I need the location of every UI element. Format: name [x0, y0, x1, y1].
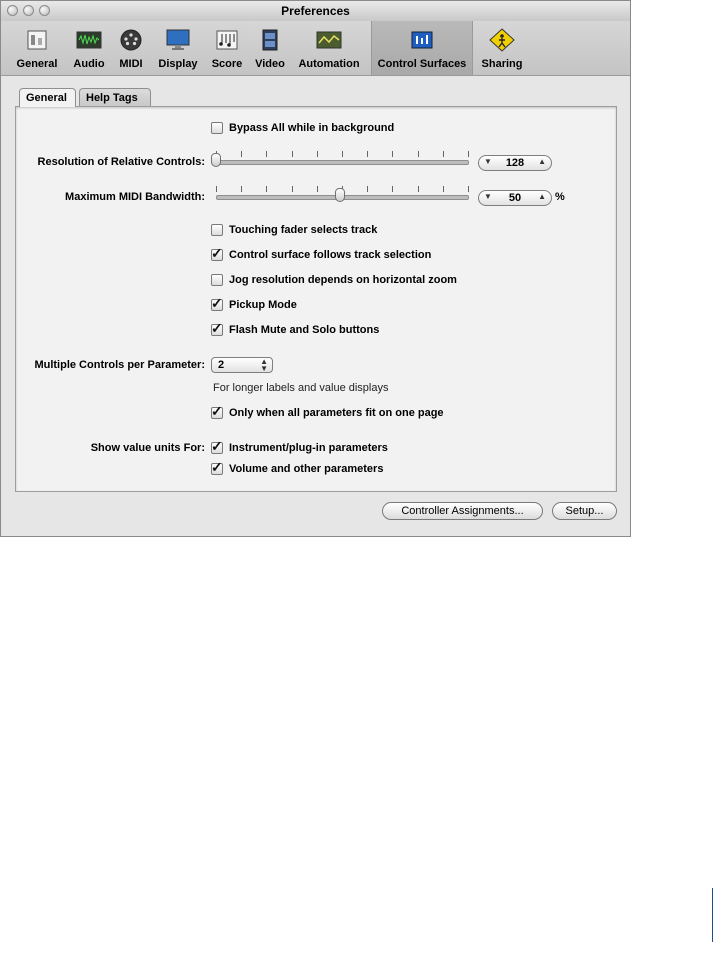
volume-params-label: Volume and other parameters [229, 463, 384, 475]
multiple-controls-popup[interactable] [211, 357, 273, 373]
sharing-icon [489, 28, 515, 52]
updown-arrows-icon: ▲ ▼ [260, 357, 268, 373]
resolution-value: 128 [505, 157, 525, 169]
slider-tick [443, 186, 444, 192]
resolution-slider[interactable] [216, 151, 469, 171]
bypass-checkbox[interactable] [211, 122, 223, 134]
title-bar [1, 1, 630, 22]
bandwidth-unit: % [555, 191, 565, 203]
pickup-mode-label: Pickup Mode [229, 299, 297, 311]
jog-resolution-label: Jog resolution depends on horizontal zoom [229, 274, 457, 286]
bandwidth-stepper[interactable] [478, 190, 552, 206]
touching-fader-checkbox[interactable] [211, 224, 223, 236]
checkmark-icon: ✓ [211, 295, 223, 311]
window-title: Preferences [281, 4, 350, 18]
audio-icon [76, 28, 102, 52]
bandwidth-value: 50 [508, 192, 522, 204]
checkmark-icon: ✓ [211, 459, 223, 475]
control-surfaces-icon [409, 28, 435, 52]
flash-mute-checkbox[interactable] [211, 320, 223, 336]
instrument-params-checkbox[interactable] [211, 438, 223, 454]
slider-tick [292, 151, 293, 157]
slider-tick [468, 186, 469, 192]
only-when-label: Only when all parameters fit on one page [229, 407, 444, 419]
jog-resolution-checkbox[interactable] [211, 274, 223, 286]
slider-tick [292, 186, 293, 192]
controller-assignments-button[interactable]: Controller Assignments... [382, 502, 543, 520]
score-icon [214, 28, 240, 52]
follows-selection-label: Control surface follows track selection [229, 249, 432, 261]
toolbar-item-sharing[interactable]: Sharing [477, 21, 527, 75]
video-icon [257, 28, 283, 52]
stepper-up-icon[interactable]: ▲ [538, 157, 546, 166]
slider-tick [367, 151, 368, 157]
slider-tick [342, 151, 343, 157]
slider-tick [241, 186, 242, 192]
setup-button[interactable]: Setup... [552, 502, 617, 520]
stepper-down-icon[interactable]: ▼ [484, 192, 492, 201]
tab-help-tags[interactable]: Help Tags [79, 88, 151, 106]
slider-tick [216, 186, 217, 192]
slider-track[interactable] [216, 160, 469, 165]
toolbar-item-score[interactable]: Score [207, 21, 247, 75]
multiple-controls-value: 2 [218, 359, 225, 371]
slider-knob[interactable] [211, 153, 221, 167]
slider-tick [392, 151, 393, 157]
slider-tick [392, 186, 393, 192]
slider-tick [266, 186, 267, 192]
longer-labels-note: For longer labels and value displays [213, 382, 389, 394]
touching-fader-label: Touching fader selects track [229, 224, 378, 236]
pickup-mode-checkbox[interactable] [211, 295, 223, 311]
general-icon [24, 28, 50, 52]
slider-tick [367, 186, 368, 192]
slider-tick [266, 151, 267, 157]
toolbar-item-control-surfaces[interactable]: Control Surfaces [371, 21, 473, 75]
toolbar-item-general[interactable]: General [11, 21, 63, 75]
flash-mute-label: Flash Mute and Solo buttons [229, 324, 380, 336]
resolution-label: Resolution of Relative Controls: [37, 156, 205, 168]
slider-tick [317, 186, 318, 192]
slider-tick [317, 151, 318, 157]
stepper-up-icon[interactable]: ▲ [538, 192, 546, 201]
show-units-label: Show value units For: [90, 442, 205, 454]
stepper-down-icon[interactable]: ▼ [484, 157, 492, 166]
automation-icon [316, 28, 342, 52]
slider-tick [443, 151, 444, 157]
instrument-params-label: Instrument/plug-in parameters [229, 442, 388, 454]
checkmark-icon: ✓ [211, 245, 223, 261]
follows-selection-checkbox[interactable] [211, 245, 223, 261]
tab-general[interactable]: General [19, 88, 76, 107]
bandwidth-slider[interactable] [216, 186, 469, 206]
checkmark-icon: ✓ [211, 403, 223, 419]
volume-params-checkbox[interactable] [211, 459, 223, 475]
slider-tick [418, 186, 419, 192]
display-icon [165, 28, 191, 52]
toolbar-item-automation[interactable]: Automation [293, 21, 365, 75]
bypass-label: Bypass All while in background [229, 122, 395, 134]
slider-tick [241, 151, 242, 157]
toolbar-item-video[interactable]: Video [249, 21, 291, 75]
midi-icon [118, 28, 144, 52]
checkmark-icon: ✓ [211, 320, 223, 336]
multiple-controls-label: Multiple Controls per Parameter: [34, 359, 205, 371]
bandwidth-label: Maximum MIDI Bandwidth: [65, 191, 205, 203]
preferences-window [0, 0, 631, 537]
only-when-checkbox[interactable] [211, 403, 223, 419]
slider-tick [418, 151, 419, 157]
toolbar-item-midi[interactable]: MIDI [113, 21, 149, 75]
slider-tick [468, 151, 469, 157]
toolbar-item-audio[interactable]: Audio [67, 21, 111, 75]
toolbar-item-display[interactable]: Display [153, 21, 203, 75]
checkmark-icon: ✓ [211, 438, 223, 454]
slider-knob[interactable] [335, 188, 345, 202]
preferences-toolbar [1, 21, 630, 76]
resolution-stepper[interactable] [478, 155, 552, 171]
